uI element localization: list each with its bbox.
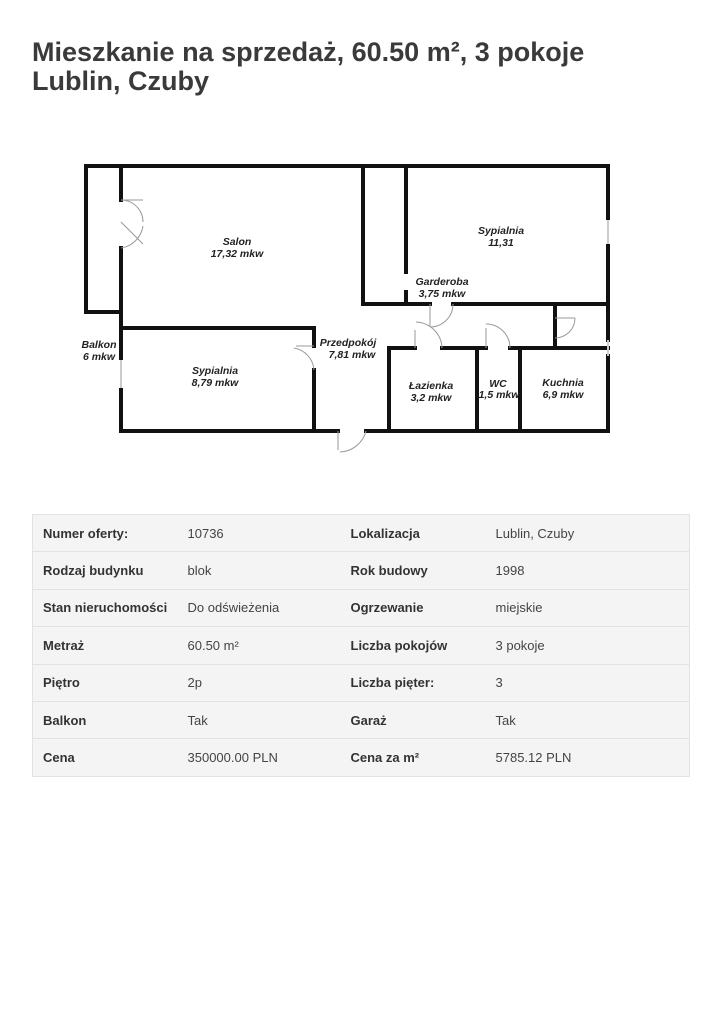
- room-area: 1,5 mkw: [478, 389, 520, 401]
- detail-label: Metraż: [33, 627, 178, 664]
- room-name: Balkon: [81, 339, 117, 351]
- room-name: Garderoba: [415, 276, 469, 288]
- detail-label: Rodzaj budynku: [33, 552, 178, 589]
- detail-label: Liczba pokojów: [341, 627, 486, 664]
- detail-value: 3: [486, 664, 690, 701]
- room-area: 11,31: [488, 237, 514, 249]
- title-line-2: Lublin, Czuby: [32, 66, 209, 96]
- table-row: [33, 701, 690, 738]
- title-line-1: Mieszkanie na sprzedaż, 60.50 m², 3 pokoje: [32, 37, 585, 67]
- detail-value: 10736: [178, 515, 341, 552]
- table-row: [33, 589, 690, 626]
- detail-label: Numer oferty:: [33, 515, 178, 552]
- table-row: [33, 627, 690, 664]
- room-lazienka: [408, 380, 454, 404]
- room-name: WC: [489, 378, 507, 390]
- detail-value: 5785.12 PLN: [495, 750, 572, 766]
- detail-label: Cena: [43, 750, 75, 766]
- page-title: [32, 38, 692, 96]
- floor-plan: [76, 150, 624, 460]
- room-sypialnia-large: [478, 225, 524, 249]
- room-name: Sypialnia: [477, 225, 525, 237]
- room-area: 8,79 mkw: [191, 377, 239, 389]
- room-wc: [479, 378, 521, 401]
- detail-value: miejskie: [486, 589, 690, 626]
- table-row: [33, 515, 690, 552]
- detail-label: Garaż: [341, 701, 486, 738]
- detail-label: Cena za m²: [350, 750, 420, 766]
- room-garderoba: [415, 276, 468, 300]
- room-name: Łazienka: [408, 380, 454, 392]
- room-salon: [211, 236, 264, 260]
- room-name: Salon: [222, 236, 252, 248]
- detail-label: Lokalizacja: [341, 515, 486, 552]
- table-row: [33, 739, 690, 776]
- detail-label: Liczba pięter:: [341, 664, 486, 701]
- table-row: [33, 664, 690, 701]
- room-name: Sypialnia: [191, 365, 239, 377]
- table-row: [33, 552, 690, 589]
- detail-value: Do odświeżenia: [178, 589, 341, 626]
- detail-value: Tak: [486, 701, 690, 738]
- detail-label: Piętro: [33, 664, 178, 701]
- detail-value: 350000.00 PLN: [187, 750, 278, 766]
- property-details-table: [32, 514, 690, 777]
- detail-value: 1998: [486, 552, 690, 589]
- room-name: Przedpokój: [319, 337, 377, 349]
- room-balkon: [81, 339, 116, 363]
- detail-label: Ogrzewanie: [341, 589, 486, 626]
- floor-plan-walls: [86, 166, 608, 431]
- room-name: Kuchnia: [542, 377, 584, 389]
- room-area: 3,2 mkw: [410, 392, 452, 404]
- detail-value: Tak: [178, 701, 341, 738]
- detail-value: blok: [178, 552, 341, 589]
- detail-label: Balkon: [33, 701, 178, 738]
- room-kuchnia: [542, 377, 584, 401]
- room-area: 6,9 mkw: [542, 389, 584, 401]
- detail-value: 60.50 m²: [178, 627, 341, 664]
- floor-plan-drawing: [76, 150, 624, 460]
- room-area: 17,32 mkw: [210, 248, 264, 260]
- detail-value: 2p: [178, 664, 341, 701]
- detail-value: Lublin, Czuby: [486, 515, 690, 552]
- detail-label: Rok budowy: [341, 552, 486, 589]
- detail-value: 3 pokoje: [486, 627, 690, 664]
- room-przedpokoj: [320, 337, 378, 361]
- room-area: 3,75 mkw: [418, 288, 466, 300]
- room-sypialnia-small: [192, 365, 240, 389]
- room-area: 7,81 mkw: [328, 349, 376, 361]
- detail-label: Stan nieruchomości: [33, 589, 178, 626]
- room-area: 6 mkw: [82, 351, 116, 363]
